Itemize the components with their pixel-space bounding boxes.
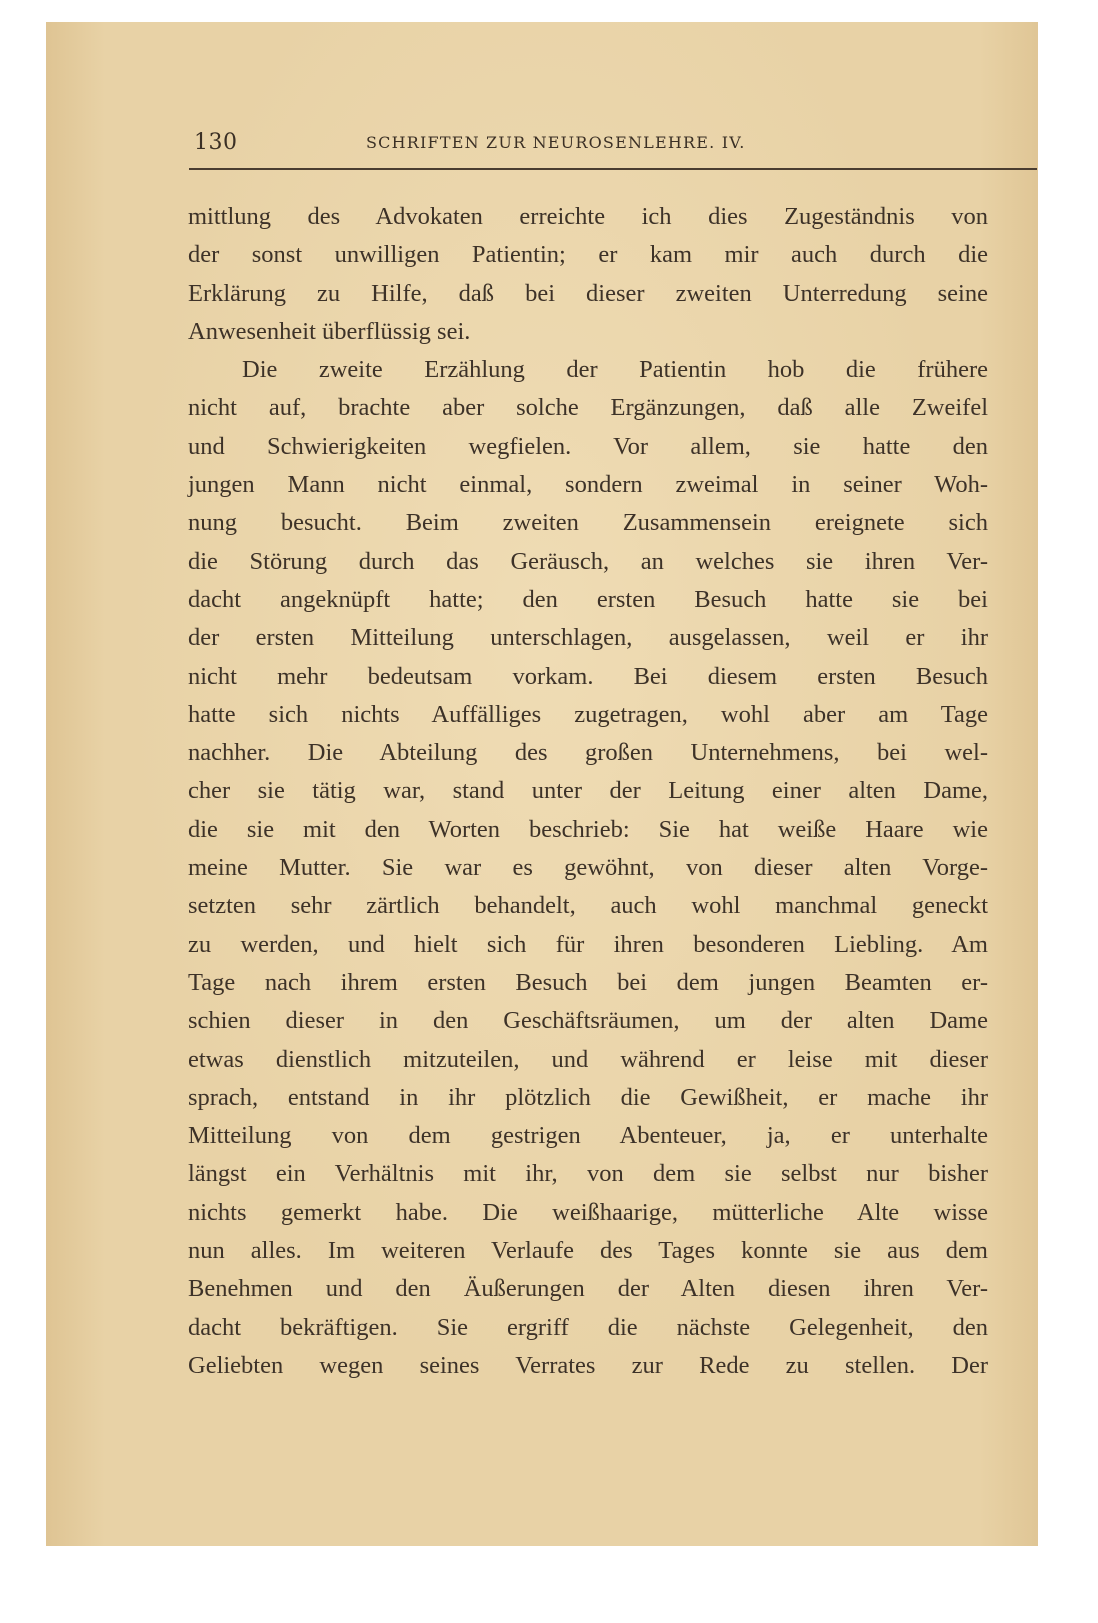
- text-line: Tage nach ihrem ersten Besuch bei dem jungen Beamten er-: [188, 968, 988, 996]
- text-line: nachher. Die Abteilung des großen Unternehmens, bei wel-: [188, 739, 988, 767]
- text-line: sprach, entstand in ihr plötzlich die Gewißheit, er mache ihr: [188, 1083, 988, 1111]
- text-line: jungen Mann nicht einmal, sondern zweimal in seiner Woh-: [188, 471, 988, 499]
- body-text: [188, 198, 988, 1385]
- text-line: meine Mutter. Sie war es gewöhnt, von dieser alten Vorge-: [188, 854, 988, 882]
- text-line: Mitteilung von dem gestrigen Abenteuer, ja, er unterhalte: [188, 1122, 988, 1150]
- text-line: längst ein Verhältnis mit ihr, von dem sie selbst nur bisher: [188, 1160, 988, 1188]
- running-title: SCHRIFTEN ZUR NEUROSENLEHRE. IV.: [366, 133, 746, 152]
- text-line: nicht mehr bedeutsam vorkam. Bei diesem ersten Besuch: [188, 662, 988, 690]
- text-line: Geliebten wegen seines Verrates zur Rede zu stellen. Der: [188, 1351, 988, 1379]
- text-line: etwas dienstlich mitzuteilen, und während er leise mit dieser: [188, 1045, 988, 1073]
- text-line: nicht auf, brachte aber solche Ergänzungen, daß alle Zweifel: [188, 394, 988, 422]
- text-line: hatte sich nichts Auffälliges zugetragen, wohl aber am Tage: [188, 700, 988, 728]
- text-line: die sie mit den Worten beschrieb: Sie hat weiße Haare wie: [188, 815, 988, 843]
- page-header: [194, 130, 1024, 164]
- text-line: schien dieser in den Geschäftsräumen, um der alten Dame: [188, 1007, 988, 1035]
- text-line: setzten sehr zärtlich behandelt, auch wohl manchmal geneckt: [188, 892, 988, 920]
- text-line: mittlung des Advokaten erreichte ich dies Zugeständnis von: [188, 203, 988, 230]
- text-line: Erklärung zu Hilfe, daß bei dieser zweiten Unterredung seine: [188, 279, 988, 307]
- text-line: nun alles. Im weiteren Verlaufe des Tages konnte sie aus dem: [188, 1237, 988, 1265]
- text-line: und Schwierigkeiten wegfielen. Vor allem, sie hatte den: [188, 432, 988, 460]
- text-line: cher sie tätig war, stand unter der Leitung einer alten Dame,: [188, 777, 988, 805]
- text-line: nung besucht. Beim zweiten Zusammensein ereignete sich: [188, 509, 988, 537]
- text-line: Anwesenheit überflüssig sei.: [188, 317, 471, 345]
- text-line: der ersten Mitteilung unterschlagen, ausgelassen, weil er ihr: [188, 624, 988, 652]
- text-line: zu werden, und hielt sich für ihren besonderen Liebling. Am: [188, 930, 988, 958]
- page-number: 130: [194, 130, 238, 155]
- text-line: der sonst unwilligen Patientin; er kam mir auch durch die: [188, 241, 988, 269]
- text-line: dacht angeknüpft hatte; den ersten Besuch hatte sie bei: [188, 585, 988, 613]
- text-line: die Störung durch das Geräusch, an welches sie ihren Ver-: [188, 547, 988, 575]
- book-page: [46, 22, 1038, 1546]
- header-rule: [189, 168, 1037, 170]
- text-line: Die zweite Erzählung der Patientin hob die frühere: [242, 356, 988, 384]
- text-line: dacht bekräftigen. Sie ergriff die nächste Gelegenheit, den: [188, 1313, 988, 1341]
- text-line: nichts gemerkt habe. Die weißhaarige, mütterliche Alte wisse: [188, 1198, 988, 1226]
- text-line: Benehmen und den Äußerungen der Alten diesen ihren Ver-: [188, 1275, 988, 1303]
